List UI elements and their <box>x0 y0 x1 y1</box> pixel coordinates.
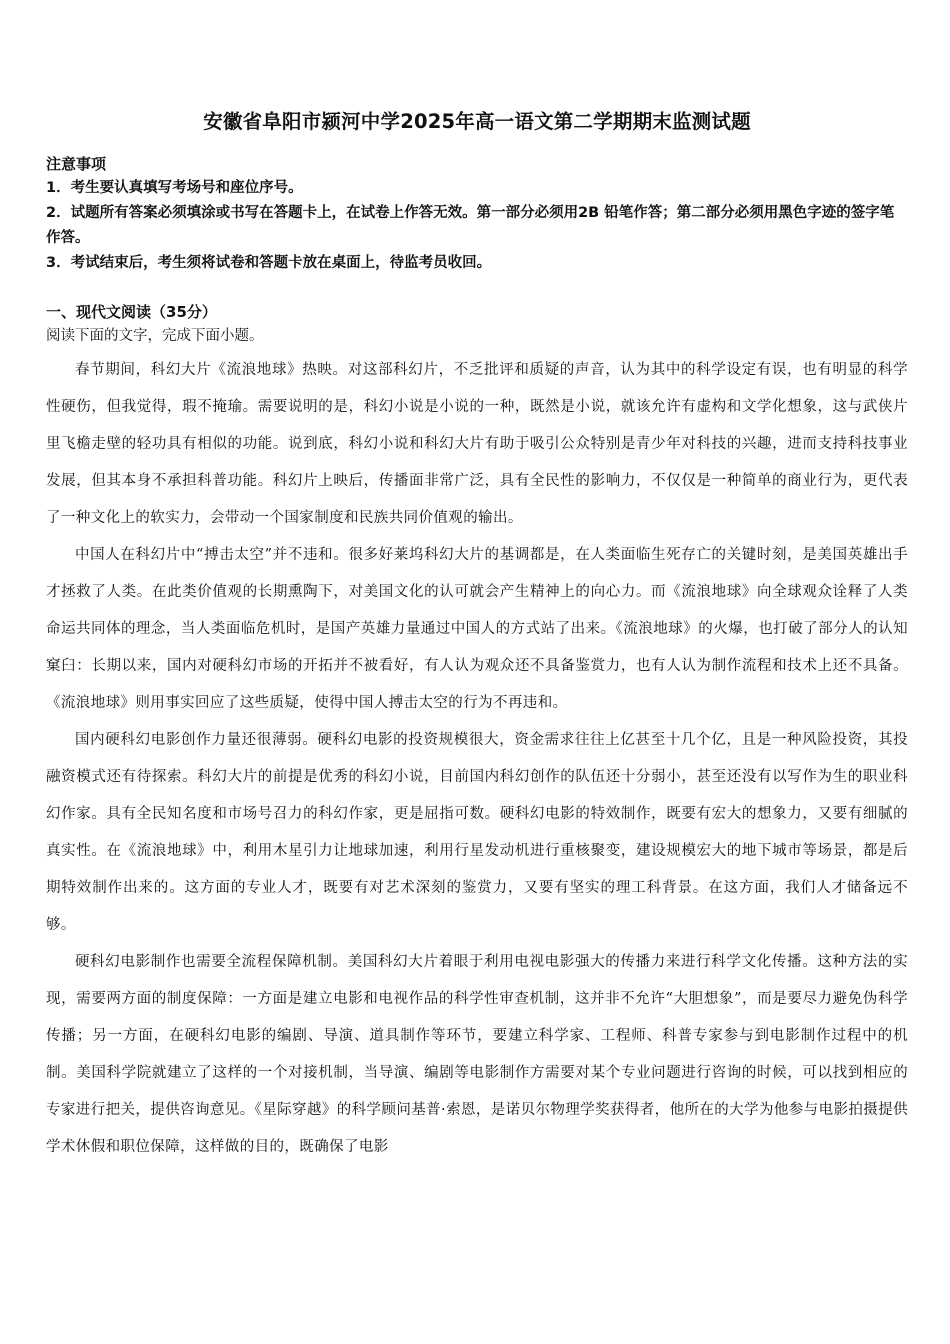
notice-item-2: 2．试题所有答案必须填涂或书写在答题卡上，在试卷上作答无效。第一部分必须用2B 铅笔作答；第二部分必须用黑色字迹的签字笔作答。 <box>46 205 895 246</box>
section-heading: 一、现代文阅读（35分） <box>46 303 217 321</box>
article-paragraph-3: 国内硬科幻电影创作力量还很薄弱。硬科幻电影的投资规模很大，资金需求往往上亿甚至十几个亿，且是一种风险投资，其投融资模式还有待探索。科幻大片的前提是优秀的科幻小说，目前国内科幻创作的队伍还十分弱小，甚至还没有以写作为生的职业科幻作家。具有全民知名度和市场号召力的科幻作家，更是屈指可数。硬科幻电影的特效制作，既要有宏大的想象力，又要有细腻的真实性。在《流浪地球》中，利用木星引力让地球加速，利用行星发动机进行重核聚变，建设规模宏大的地下城市等场景，都是后期特效制作出来的。这方面的专业人才，既要有对艺术深刻的鉴赏力，又要有坚实的理工科背景。在这方面，我们人才储备远不够。 <box>46 732 908 933</box>
article-paragraph-1: 春节期间，科幻大片《流浪地球》热映。对这部科幻片，不乏批评和质疑的声音，认为其中的科学设定有误，也有明显的科学性硬伤，但我觉得，瑕不掩瑜。需要说明的是，科幻小说是小说的一种，既然是小说，就该允许有虚构和文学化想象，这与武侠片里飞檐走壁的轻功具有相似的功能。说到底，科幻小说和科幻大片有助于吸引公众特别是青少年对科技的兴趣，进而支持科技事业发展，但其本身不承担科普功能。科幻片上映后，传播面非常广泛，具有全民性的影响力，不仅仅是一种简单的商业行为，更代表了一种文化上的软实力，会带动一个国家制度和民族共同价值观的输出。 <box>46 362 908 526</box>
reading-section <box>46 300 908 1166</box>
article-paragraph-4: 硬科幻电影制作也需要全流程保障机制。美国科幻大片着眼于利用电视电影强大的传播力来进行科学文化传播。这种方法的实现，需要两方面的制度保障：一方面是建立电影和电视作品的科学性审查机制，这并非不允许“大胆想象”，而是要尽力避免伪科学传播；另一方面，在硬科幻电影的编剧、导演、道具制作等环节，要建立科学家、工程师、科普专家参与到电影制作过程中的机制。美国科学院就建立了这样的一个对接机制，当导演、编剧等电影制作方需要对某个专业问题进行咨询的时候，可以找到相应的专家进行把关，提供咨询意见。《星际穿越》的科学顾问基普·索恩，是诺贝尔物理学奖获得者，他所在的大学为他参与电影拍摄提供学术休假和职位保障，这样做的目的，既确保了电影 <box>46 954 908 1155</box>
section-instruction: 阅读下面的文字，完成下面小题。 <box>46 328 264 344</box>
notice-block <box>46 152 908 276</box>
page-title: 安徽省阜阳市颍河中学2025年高一语文第二学期期末监测试题 <box>203 110 751 133</box>
notice-heading: 注意事项 <box>46 155 107 173</box>
exam-page <box>46 108 908 1166</box>
notice-item-1: 1．考生要认真填写考场号和座位序号。 <box>46 180 303 196</box>
article-paragraph-2: 中国人在科幻片中“搏击太空”并不违和。很多好莱坞科幻大片的基调都是，在人类面临生死存亡的关键时刻，是美国英雄出手才拯救了人类。在此类价值观的长期熏陶下，对美国文化的认可就会产生精神上的向心力。而《流浪地球》向全球观众诠释了人类命运共同体的理念，当人类面临危机时，是国产英雄力量通过中国人的方式站了出来。《流浪地球》的火爆，也打破了部分人的认知窠臼：长期以来，国内对硬科幻市场的开拓并不被看好，有人认为观众还不具备鉴赏力，也有人认为制作流程和技术上还不具备。《流浪地球》则用事实回应了这些质疑，使得中国人搏击太空的行为不再违和。 <box>46 547 908 711</box>
notice-item-3: 3．考试结束后，考生须将试卷和答题卡放在桌面上，待监考员收回。 <box>46 255 492 271</box>
